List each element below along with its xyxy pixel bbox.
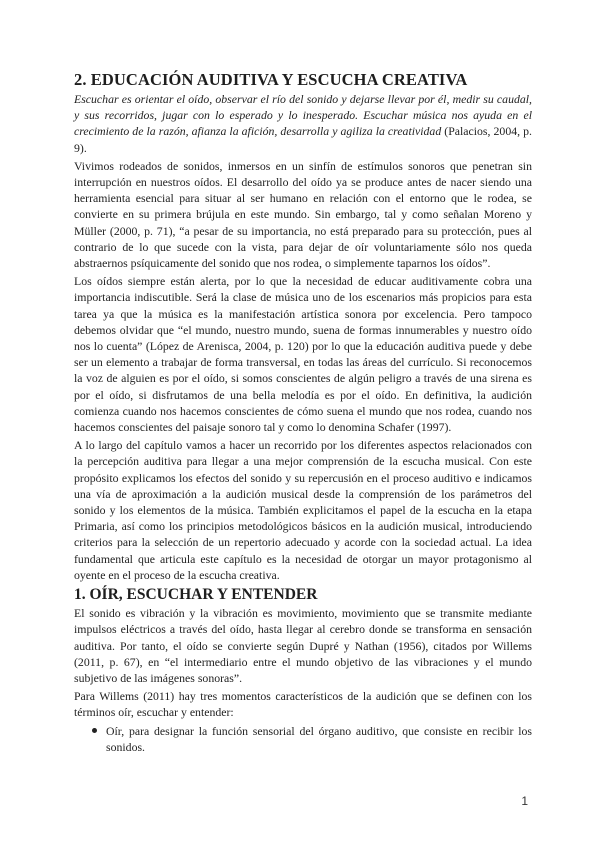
paragraph: Los oídos siempre están alerta, por lo que la necesidad de educar auditivamente cobra una importancia indiscutible. Será la clase de música uno de los escenarios más propicios para esta tarea ya que la música es la manifestación artística sonora por excelencia. Pero tampoco debemos olvidar que “el mundo, nuestro mundo, suena de formas innumerables y nuestro oído nos lo cuenta” (López de Arenisca, 2004, p. 120) por lo que la educación auditiva puede y debe ser un elemento a trabajar de forma transversal, en todas las áreas del currículo. Si reconocemos la voz de alguien es por el oído, si somos conscientes de algún peligro a través de una sirena es por el oído, si disfrutamos de una bella melodía es por el oído. En definitiva, la audición comienza cuando nos hacemos conscientes de cómo suena el mundo que nos rodea, cuando nos hacemos conscientes del paisaje sonoro tal y como lo denomina Schafer (1997). [74, 274, 532, 435]
epigraph-citation: (Palacios, 2004, p. 9). [74, 124, 532, 155]
bullet-icon [92, 728, 97, 733]
page-content [74, 70, 532, 755]
epigraph [74, 91, 532, 156]
paragraph: Vivimos rodeados de sonidos, inmersos en un sinfín de estímulos sonoros que penetran sin interrupción en nuestros oídos. El desarrollo del oído ya se produce antes de nacer siendo una herramienta esencial para situar al ser humano en relación con el entorno que le rodea, se convierte en su primera brújula en este mundo. Sin embargo, tal y como señalan Moreno y Müller (2000, p. 71), “a pesar de su importancia, no está preparado para su protección, pues al contrario de lo que sucede con la vista, para dejar de oír voluntariamente sólo nos queda abstraernos psíquicamente del sonido que nos rodea, o simplemente taparnos los oídos”. [74, 158, 532, 271]
list-item [92, 723, 532, 755]
paragraph: Para Willems (2011) hay tres momentos característicos de la audición que se definen con los términos oír, escuchar y entender: [74, 689, 532, 720]
bullet-list [74, 723, 532, 755]
section-title: 2. EDUCACIÓN AUDITIVA Y ESCUCHA CREATIVA [74, 70, 468, 89]
page-number: 1 [521, 794, 528, 808]
list-item-text: Oír, para designar la función sensorial del órgano auditivo, que consiste en recibir los sonidos. [106, 723, 532, 754]
subsection-title: 1. OÍR, ESCUCHAR Y ENTENDER [74, 586, 318, 604]
paragraph: A lo largo del capítulo vamos a hacer un recorrido por los diferentes aspectos relacionados con la percepción auditiva para llegar a una mejor comprensión de la escucha musical. Con este propósito explicamos los efectos del sonido y su repercusión en el proceso auditivo e indicamos una vía de aproximación a la audición musical desde la comprensión de los parámetros del sonido y los elementos de la música. También explicitamos el papel de la escucha en la etapa Primaria, así como los principios metodológicos básicos en la audición musical, introduciendo criterios para la selección de un repertorio adecuado y acorde con la sociedad actual. La idea fundamental que articula este capítulo es la necesidad de otorgar un mayor protagonismo al oyente en el proceso de la escucha creativa. [74, 438, 532, 582]
epigraph-text: Escuchar es orientar el oído, observar el río del sonido y dejarse llevar por él, medir su caudal, y sus recorridos, jugar con lo esperado y lo inesperado. Escuchar música nos ayuda en el crecimiento de la razón, afianza la afición, desarrolla y agiliza la creatividad [74, 92, 532, 139]
paragraph: El sonido es vibración y la vibración es movimiento, movimiento que se transmite mediante impulsos eléctricos a través del oído, hasta llegar al cerebro donde se transforma en sensación auditiva. Por tanto, el oído se convierte según Dupré y Nathan (1956), citados por Willems (2011, p. 67), en “el intermediario entre el mundo objetivo de las vibraciones y el mundo subjetivo de las imágenes sonoras”. [74, 606, 532, 685]
